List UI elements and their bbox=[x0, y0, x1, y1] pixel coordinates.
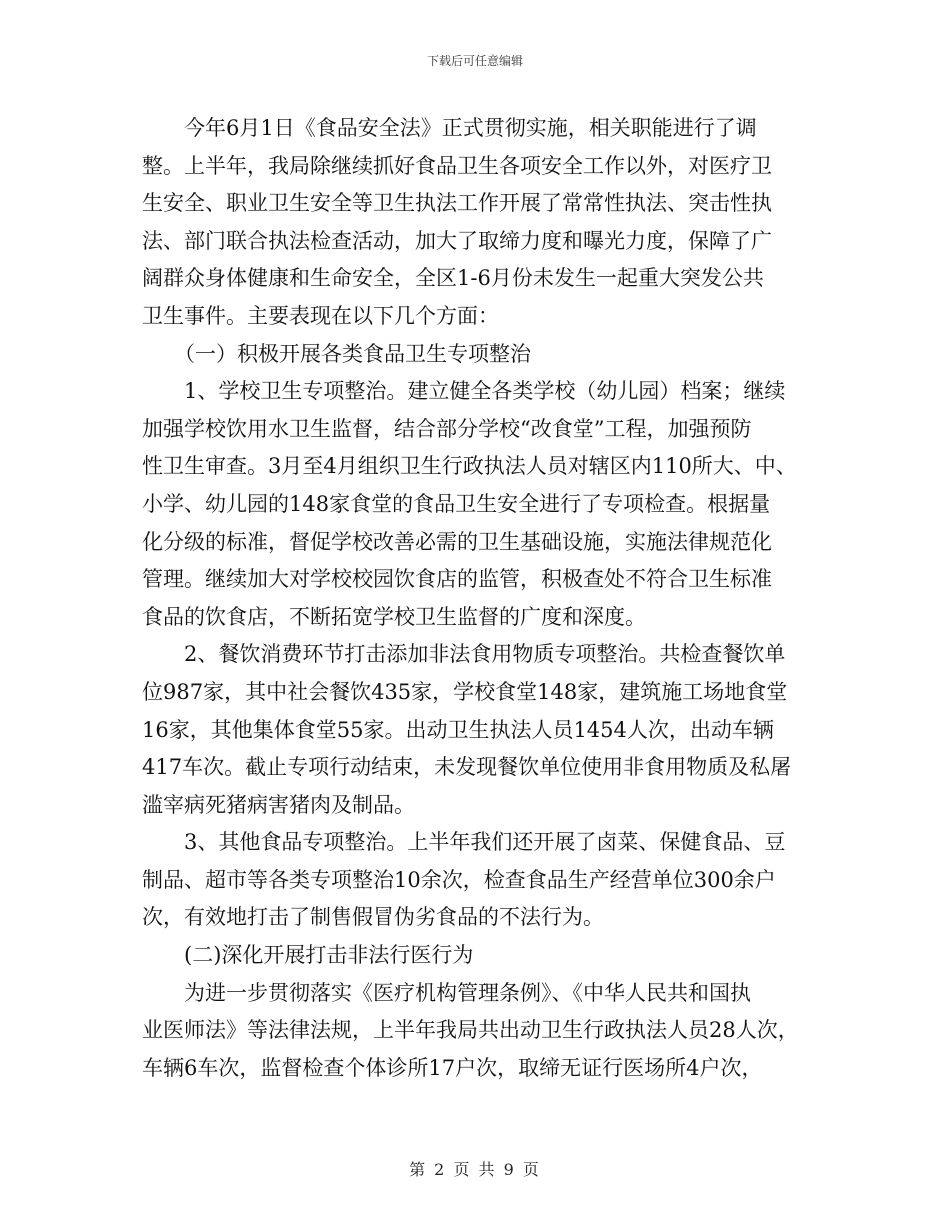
text-line: 次，有效地打击了制售假冒伪劣食品的不法行为。 bbox=[142, 905, 604, 930]
text-line: 阔群众身体健康和生命安全，全区1-6月份未发生一起重大突发公共 bbox=[142, 266, 764, 291]
text-line: 食品的饮食店，不断拓宽学校卫生监督的广度和深度。 bbox=[142, 604, 646, 629]
text-line: 卫生事件。主要表现在以下几个方面： bbox=[142, 303, 499, 328]
text-line: 今年6月1日《食品安全法》正式贯彻实施，相关职能进行了调 bbox=[184, 116, 757, 140]
text-line: 为进一步贯彻落实《医疗机构管理条例》、《中华人民共和国执 bbox=[184, 980, 751, 1005]
text-line: 417车次。截止专项行动结束，未发现餐饮单位使用非食用物质及私屠 bbox=[142, 755, 792, 780]
text-line: 整。上半年，我局除继续抓好食品卫生各项安全工作以外，对医疗卫 bbox=[142, 153, 772, 178]
text-line: 性卫生审查。3月至4月组织卫生行政执法人员对辖区内110所大、中、 bbox=[142, 454, 797, 479]
text-line: 小学、幼儿园的148家食堂的食品卫生安全进行了专项检查。根据量 bbox=[142, 491, 771, 516]
page-header: 下载后可任意编辑 bbox=[426, 54, 523, 68]
text-line: (二)深化开展打击非法行医行为 bbox=[184, 943, 474, 968]
text-line: 法、部门联合执法检查活动，加大了取缔力度和曝光力度，保障了广 bbox=[142, 228, 772, 253]
text-line: 生安全、职业卫生安全等卫生执法工作开展了常常性执法、突击性执 bbox=[142, 191, 772, 216]
text-line: 车辆6车次，监督检查个体诊所17户次，取缔无证行医场所4户次， bbox=[142, 1055, 763, 1080]
text-line: 1、学校卫生专项整治。建立健全各类学校（幼儿园）档案；继续 bbox=[184, 379, 786, 404]
text-line: 3、其他食品专项整治。上半年我们还开展了卤菜、保健食品、豆 bbox=[184, 830, 786, 855]
page-footer: 第 2 页 共 9 页 bbox=[409, 1160, 541, 1179]
text-line: 16家，其他集体食堂55家。出动卫生执法人员1454人次，出动车辆 bbox=[142, 717, 774, 742]
document-body bbox=[142, 110, 822, 1087]
text-line: 业医师法》等法律法规，上半年我局共出动卫生行政执法人员28人次， bbox=[142, 1018, 799, 1043]
text-line: 位987家，其中社会餐饮435家，学校食堂148家，建筑施工场地食堂 bbox=[142, 679, 788, 704]
text-line: 化分级的标准，督促学校改善必需的卫生基础设施，实施法律规范化 bbox=[142, 529, 772, 554]
text-line: 滥宰病死猪病害猪肉及制品。 bbox=[142, 792, 415, 817]
text-line: （一）积极开展各类食品卫生专项整治 bbox=[174, 341, 531, 366]
text-line: 2、餐饮消费环节打击添加非法食用物质专项整治。共检查餐饮单 bbox=[184, 642, 786, 667]
text-line: 管理。继续加大对学校校园饮食店的监管，积极查处不符合卫生标准 bbox=[142, 567, 772, 592]
text-line: 制品、超市等各类专项整治10余次，检查食品生产经营单位300余户 bbox=[142, 867, 776, 892]
text-line: 加强学校饮用水卫生监督，结合部分学校“改食堂”工程，加强预防 bbox=[142, 416, 752, 441]
